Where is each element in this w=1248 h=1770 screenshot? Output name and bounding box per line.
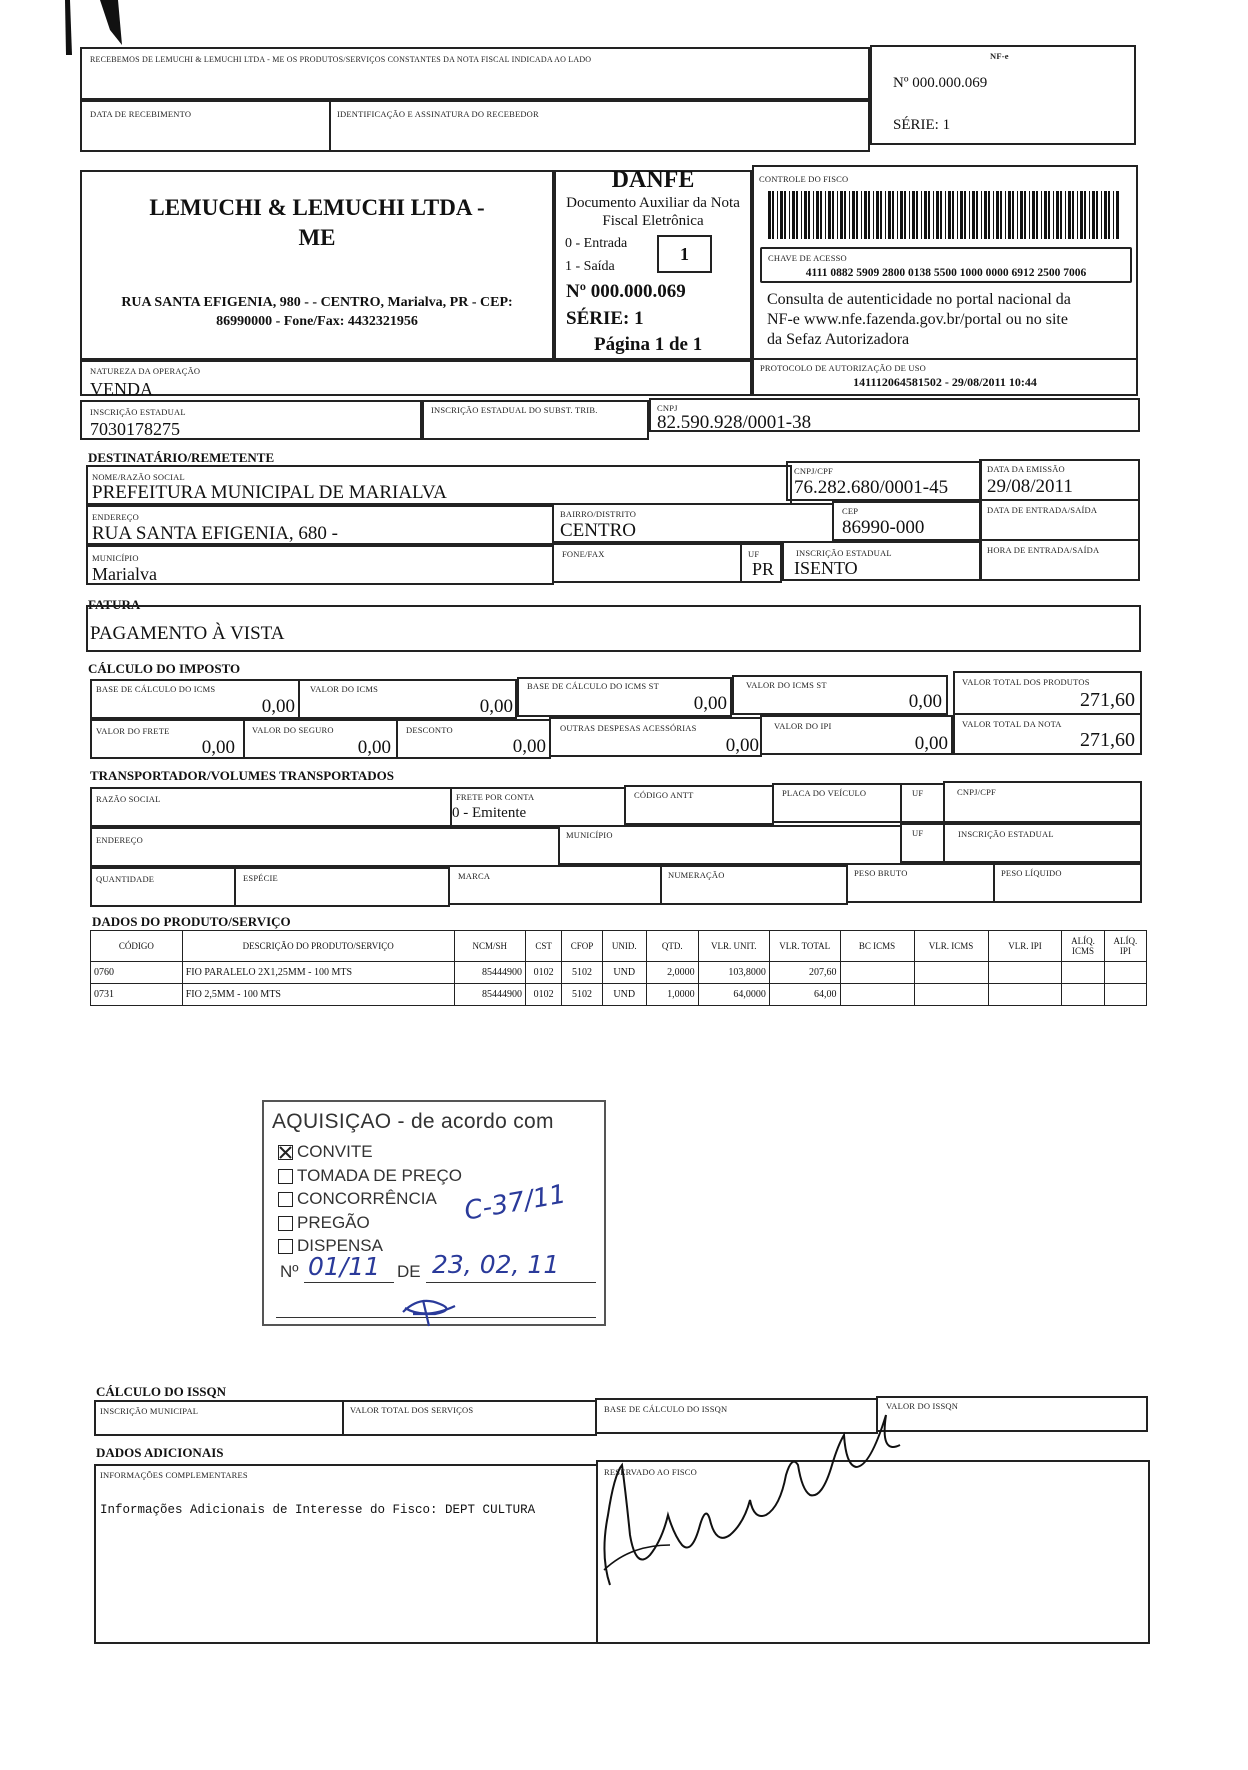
barcode-bar xyxy=(1017,191,1018,239)
barcode-bar xyxy=(964,191,966,239)
ie-value: 7030178275 xyxy=(90,419,180,439)
barcode-bar xyxy=(1036,191,1038,239)
barcode-bar xyxy=(861,191,862,239)
barcode-bar xyxy=(1096,191,1098,239)
barcode-bar xyxy=(876,191,879,239)
dest-endereco-label: ENDEREÇO xyxy=(92,512,139,522)
transp-numeracao-label: NUMERAÇÃO xyxy=(668,870,725,880)
transp-bruto-label: PESO BRUTO xyxy=(854,868,908,878)
table-row xyxy=(91,962,1147,984)
barcode-bar xyxy=(952,191,954,239)
table-cell: 85444900 xyxy=(454,984,525,1006)
checkbox-icon xyxy=(278,1216,293,1231)
barcode-bar xyxy=(789,191,790,239)
barcode-bar xyxy=(796,191,798,239)
natureza-value: VENDA xyxy=(90,379,153,399)
checkbox-icon xyxy=(278,1192,293,1207)
stamp-option xyxy=(278,1211,462,1235)
barcode-bar xyxy=(777,191,778,239)
transp-frete: 0 - Emitente xyxy=(452,805,527,821)
canhoto-nfe-label: NF-e xyxy=(990,51,1009,61)
checkbox-icon xyxy=(278,1239,293,1254)
barcode-bar xyxy=(852,191,855,239)
signature xyxy=(570,1395,910,1595)
natureza-label: NATUREZA DA OPERAÇÃO xyxy=(90,366,201,376)
transp-liquido-label: PESO LÍQUIDO xyxy=(1001,868,1062,878)
transp-razao-label: RAZÃO SOCIAL xyxy=(96,794,161,804)
barcode-bar xyxy=(976,191,978,239)
emitente-name-1: LEMUCHI & LEMUCHI LTDA - xyxy=(149,195,485,220)
barcode-bar xyxy=(1104,191,1107,239)
products-header-cell: VLR. ICMS xyxy=(914,931,988,962)
barcode-bar xyxy=(1041,191,1042,239)
danfe-saida: 1 - Saída xyxy=(565,259,615,274)
frete-value: 0,00 xyxy=(201,737,235,758)
barcode-bar xyxy=(804,191,807,239)
dest-endereco: RUA SANTA EFIGENIA, 680 - xyxy=(92,523,339,544)
table-cell: 0760 xyxy=(91,962,183,984)
dest-nome: PREFEITURA MUNICIPAL DE MARIALVA xyxy=(92,482,447,503)
table-cell: 0102 xyxy=(525,984,561,1006)
barcode-bar xyxy=(856,191,858,239)
barcode-bar xyxy=(780,191,783,239)
transp-antt-label: CÓDIGO ANTT xyxy=(634,790,694,800)
outras-label: OUTRAS DESPESAS ACESSÓRIAS xyxy=(560,723,697,733)
stamp-date: 23, 02, 11 xyxy=(432,1250,560,1279)
icms-label: VALOR DO ICMS xyxy=(310,684,379,694)
transp-placa-label: PLACA DO VEÍCULO xyxy=(782,788,867,798)
dest-ie: ISENTO xyxy=(794,558,858,578)
barcode-bar xyxy=(1060,191,1062,239)
stamp-numero: 01/11 xyxy=(308,1252,381,1281)
stamp-initials xyxy=(395,1290,465,1330)
canhoto-date-box xyxy=(80,100,331,152)
barcode-bar xyxy=(1020,191,1023,239)
barcode-bar xyxy=(801,191,802,239)
stamp-option-label: PREGÃO xyxy=(297,1212,370,1232)
barcode-bar xyxy=(940,191,942,239)
transp-municipio-label: MUNICÍPIO xyxy=(566,830,613,840)
seguro-value: 0,00 xyxy=(357,737,391,758)
products-header-cell: QTD. xyxy=(646,931,698,962)
barcode-bar xyxy=(820,191,822,239)
barcode-bar xyxy=(921,191,922,239)
barcode-bar xyxy=(1053,191,1054,239)
barcode-bar xyxy=(1077,191,1078,239)
outras-value: 0,00 xyxy=(725,735,759,756)
cnpj-label: CNPJ xyxy=(657,403,678,413)
table-cell: 85444900 xyxy=(454,962,525,984)
stamp-handwritten-ref: C-37/11 xyxy=(462,1179,569,1227)
table-cell xyxy=(840,984,914,1006)
barcode-bar xyxy=(1072,191,1074,239)
table-cell: FIO 2,5MM - 100 MTS xyxy=(182,984,454,1006)
canhoto-ident-label: IDENTIFICAÇÃO E ASSINATURA DO RECEBEDOR xyxy=(337,109,539,119)
ipi-label: VALOR DO IPI xyxy=(774,721,832,731)
bc-st-label: BASE DE CÁLCULO DO ICMS ST xyxy=(527,681,660,691)
dest-cnpj: 76.282.680/0001-45 xyxy=(794,477,949,498)
ipi-value: 0,00 xyxy=(914,733,948,754)
dest-emissao: 29/08/2011 xyxy=(987,476,1073,497)
table-cell: 64,00 xyxy=(769,984,840,1006)
transp-marca-label: MARCA xyxy=(458,871,491,881)
bc-icms-value: 0,00 xyxy=(261,696,295,717)
table-cell: 1,0000 xyxy=(646,984,698,1006)
barcode-bar xyxy=(900,191,903,239)
fatura-section: FATURA xyxy=(88,597,141,612)
dest-municipio-label: MUNICÍPIO xyxy=(92,553,139,563)
chave-acesso: 4111 0882 5909 2800 0138 5500 1000 0000 6912 2500 7006 xyxy=(805,267,1087,279)
barcode-bar xyxy=(909,191,910,239)
transp-razao-box xyxy=(90,787,452,827)
ie-label: INSCRIÇÃO ESTADUAL xyxy=(90,407,186,417)
transportador-section: TRANSPORTADOR/VOLUMES TRANSPORTADOS xyxy=(90,768,395,783)
dest-entrada-label: DATA DE ENTRADA/SAÍDA xyxy=(987,505,1098,515)
barcode-bar xyxy=(1084,191,1086,239)
dest-emissao-label: DATA DA EMISSÃO xyxy=(987,464,1065,474)
barcode-bar xyxy=(1008,191,1011,239)
stamp-option-label: CONVITE xyxy=(297,1142,373,1161)
barcode-bar xyxy=(784,191,786,239)
fisco-reservado-label: RESERVADO AO FISCO xyxy=(604,1467,697,1477)
barcode-bar xyxy=(904,191,906,239)
issqn-bc-label: BASE DE CÁLCULO DO ISSQN xyxy=(604,1404,728,1414)
stamp-option-label: CONCORRÊNCIA xyxy=(297,1189,437,1208)
barcode-bar xyxy=(885,191,886,239)
table-cell: 5102 xyxy=(562,962,602,984)
barcode-bar xyxy=(840,191,843,239)
barcode-bar xyxy=(996,191,999,239)
barcode xyxy=(768,191,1120,239)
barcode-bar xyxy=(768,191,771,239)
barcode-bar xyxy=(825,191,826,239)
barcode-bar xyxy=(888,191,891,239)
barcode-bar xyxy=(1024,191,1026,239)
barcode-bar xyxy=(981,191,982,239)
table-cell: 64,0000 xyxy=(698,984,769,1006)
stamp-date-line xyxy=(426,1282,596,1283)
barcode-bar xyxy=(945,191,946,239)
barcode-bar xyxy=(808,191,810,239)
barcode-bar xyxy=(880,191,882,239)
table-cell xyxy=(1104,962,1146,984)
barcode-bar xyxy=(1000,191,1002,239)
barcode-bar xyxy=(936,191,939,239)
total-nota-label: VALOR TOTAL DA NOTA xyxy=(962,719,1062,729)
transp-ie-label: INSCRIÇÃO ESTADUAL xyxy=(958,829,1054,839)
total-nota-value: 271,60 xyxy=(1080,729,1135,751)
dest-uf: PR xyxy=(752,559,775,579)
imposto-section: CÁLCULO DO IMPOSTO xyxy=(88,661,241,676)
icms-value: 0,00 xyxy=(479,696,513,717)
danfe-subtitle-2: Fiscal Eletrônica xyxy=(602,213,704,229)
table-row xyxy=(91,984,1147,1006)
issqn-im-label: INSCRIÇÃO MUNICIPAL xyxy=(100,1406,199,1416)
stamp-numero-label: Nº xyxy=(280,1262,299,1281)
products-header-cell: ALÍQ. ICMS xyxy=(1062,931,1104,962)
frete-label: VALOR DO FRETE xyxy=(96,726,170,736)
canhoto-header: RECEBEMOS DE LEMUCHI & LEMUCHI LTDA - ME OS PRODUTOS/SERVIÇOS CONSTANTES DA NOTA FISCAL INDICADA AO LADO xyxy=(90,55,592,64)
protocolo-label: PROTOCOLO DE AUTORIZAÇÃO DE USO xyxy=(760,363,926,373)
table-cell xyxy=(914,962,988,984)
barcode-bar xyxy=(844,191,846,239)
barcode-bar xyxy=(960,191,963,239)
checkbox-icon xyxy=(278,1169,293,1184)
products-header-cell: CST xyxy=(525,931,561,962)
stamp-option xyxy=(278,1187,462,1211)
dest-uf-label: UF xyxy=(748,549,760,559)
barcode-bar xyxy=(849,191,850,239)
barcode-bar xyxy=(916,191,918,239)
barcode-bar xyxy=(912,191,915,239)
destinatario-section: DESTINATÁRIO/REMETENTE xyxy=(88,450,275,465)
barcode-bar xyxy=(1068,191,1071,239)
barcode-bar xyxy=(988,191,990,239)
barcode-bar xyxy=(1005,191,1006,239)
barcode-bar xyxy=(772,191,774,239)
desconto-label: DESCONTO xyxy=(406,725,453,735)
products-header-cell: VLR. IPI xyxy=(988,931,1062,962)
table-cell xyxy=(914,984,988,1006)
stamp-option-label: TOMADA DE PREÇO xyxy=(297,1165,462,1185)
transp-uf-label: UF xyxy=(912,788,924,798)
chave-label: CHAVE DE ACESSO xyxy=(768,253,847,263)
barcode-bar xyxy=(897,191,898,239)
products-header-cell: BC ICMS xyxy=(840,931,914,962)
products-header-cell: CÓDIGO xyxy=(91,931,183,962)
stamp-option xyxy=(278,1164,462,1188)
issqn-servicos-label: VALOR TOTAL DOS SERVIÇOS xyxy=(350,1405,474,1415)
consulta-line-1: Consulta de autenticidade no portal nacional da xyxy=(767,291,1071,308)
info-text: Informações Adicionais de Interesse do Fisco: DEPT CULTURA xyxy=(100,1503,536,1517)
barcode-bar xyxy=(832,191,834,239)
barcode-bar xyxy=(1048,191,1050,239)
checked-checkbox-icon xyxy=(278,1145,293,1160)
total-prod-label: VALOR TOTAL DOS PRODUTOS xyxy=(962,677,1090,687)
barcode-bar xyxy=(816,191,819,239)
dest-hora-label: HORA DE ENTRADA/SAÍDA xyxy=(987,545,1100,555)
barcode-bar xyxy=(868,191,870,239)
barcode-bar xyxy=(924,191,927,239)
total-prod-value: 271,60 xyxy=(1080,689,1135,711)
danfe-tipo: 1 xyxy=(680,244,689,264)
consulta-line-2: NF-e www.nfe.fazenda.gov.br/portal ou no site xyxy=(767,311,1068,328)
info-label: INFORMAÇÕES COMPLEMENTARES xyxy=(100,1470,248,1480)
stamp-de-label: DE xyxy=(397,1262,421,1281)
products-header-cell: VLR. UNIT. xyxy=(698,931,769,962)
table-cell: UND xyxy=(602,984,646,1006)
barcode-bar xyxy=(933,191,934,239)
icms-st-label: VALOR DO ICMS ST xyxy=(746,680,827,690)
table-cell xyxy=(988,962,1062,984)
dest-cep: 86990-000 xyxy=(842,517,925,538)
danfe-serie: SÉRIE: 1 xyxy=(566,308,644,329)
products-table xyxy=(90,930,1147,1006)
issqn-section: CÁLCULO DO ISSQN xyxy=(96,1384,227,1399)
table-cell xyxy=(988,984,1062,1006)
issqn-valor-label: VALOR DO ISSQN xyxy=(886,1401,959,1411)
barcode-bar xyxy=(1056,191,1059,239)
stamp-numero-line xyxy=(304,1282,394,1283)
bc-icms-label: BASE DE CÁLCULO DO ICMS xyxy=(96,684,216,694)
desconto-value: 0,00 xyxy=(512,736,546,757)
products-header-cell: UNID. xyxy=(602,931,646,962)
dest-cep-label: CEP xyxy=(842,506,859,516)
barcode-bar xyxy=(1089,191,1090,239)
barcode-bar xyxy=(813,191,814,239)
dest-cnpj-label: CNPJ/CPF xyxy=(794,466,833,476)
barcode-bar xyxy=(837,191,838,239)
protocolo-value: 141112064581502 - 29/08/2011 10:44 xyxy=(853,375,1037,389)
table-cell: 0102 xyxy=(525,962,561,984)
dest-ie-label: INSCRIÇÃO ESTADUAL xyxy=(796,548,892,558)
products-header-cell: NCM/SH xyxy=(454,931,525,962)
transp-endereco-box xyxy=(90,827,560,867)
products-header-cell: CFOP xyxy=(562,931,602,962)
transp-frete-label: FRETE POR CONTA xyxy=(456,792,535,802)
danfe-numero: Nº 000.000.069 xyxy=(566,281,686,302)
barcode-bar xyxy=(864,191,867,239)
emitente-name-2: ME xyxy=(298,225,336,250)
transp-qtd-box xyxy=(90,867,236,907)
table-cell xyxy=(1062,962,1104,984)
table-cell xyxy=(840,962,914,984)
table-cell: 207,60 xyxy=(769,962,840,984)
products-header-cell: VLR. TOTAL xyxy=(769,931,840,962)
dest-bairro-label: BAIRRO/DISTRITO xyxy=(560,509,637,519)
table-cell: 0731 xyxy=(91,984,183,1006)
transp-cnpj-label: CNPJ/CPF xyxy=(957,787,996,797)
canhoto-ident-box xyxy=(329,100,870,152)
table-cell xyxy=(1062,984,1104,1006)
stamp-options xyxy=(278,1140,462,1258)
cnpj-value: 82.590.928/0001-38 xyxy=(657,412,812,433)
products-header-row xyxy=(91,931,1147,962)
barcode-bar xyxy=(1080,191,1083,239)
produtos-section: DADOS DO PRODUTO/SERVIÇO xyxy=(92,914,291,929)
stamp-title: AQUISIÇAO - de acordo com xyxy=(272,1110,554,1133)
table-cell: 5102 xyxy=(562,984,602,1006)
barcode-bar xyxy=(1012,191,1014,239)
danfe-entrada: 0 - Entrada xyxy=(565,236,628,251)
bc-st-value: 0,00 xyxy=(693,693,727,714)
canhoto-serie: SÉRIE: 1 xyxy=(893,117,951,133)
emitente-address-1: RUA SANTA EFIGENIA, 980 - - CENTRO, Marialva, PR - CEP: xyxy=(121,295,513,310)
barcode-bar xyxy=(1044,191,1047,239)
seguro-label: VALOR DO SEGURO xyxy=(252,725,334,735)
table-cell: FIO PARALELO 2X1,25MM - 100 MTS xyxy=(182,962,454,984)
danfe-title: DANFE xyxy=(611,167,695,193)
dest-bairro: CENTRO xyxy=(560,520,636,541)
dest-fone-label: FONE/FAX xyxy=(562,549,605,559)
barcode-bar xyxy=(993,191,994,239)
barcode-bar xyxy=(1092,191,1095,239)
adicionais-section: DADOS ADICIONAIS xyxy=(96,1445,224,1460)
transp-endereco-label: ENDEREÇO xyxy=(96,835,143,845)
table-cell: 103,8000 xyxy=(698,962,769,984)
canhoto-numero: Nº 000.000.069 xyxy=(893,75,988,91)
canhoto-date-label: DATA DE RECEBIMENTO xyxy=(90,109,192,119)
barcode-bar xyxy=(828,191,831,239)
ie-st-label: INSCRIÇÃO ESTADUAL DO SUBST. TRIB. xyxy=(431,405,598,415)
stamp-option-label: DISPENSA xyxy=(297,1236,383,1255)
barcode-bar xyxy=(1029,191,1030,239)
table-cell: 2,0000 xyxy=(646,962,698,984)
products-header-cell: DESCRIÇÃO DO PRODUTO/SERVIÇO xyxy=(182,931,454,962)
info-box xyxy=(94,1464,598,1644)
dest-municipio: Marialva xyxy=(92,564,157,584)
barcode-bar xyxy=(984,191,987,239)
icms-st-value: 0,00 xyxy=(908,691,942,712)
barcode-bar xyxy=(972,191,975,239)
barcode-bar xyxy=(948,191,951,239)
barcode-bar xyxy=(928,191,930,239)
stamp-option xyxy=(278,1140,462,1164)
table-cell xyxy=(1104,984,1146,1006)
transp-uf2-label: UF xyxy=(912,828,924,838)
consulta-line-3: da Sefaz Autorizadora xyxy=(767,331,910,348)
controle-fisco-label: CONTROLE DO FISCO xyxy=(759,174,849,184)
barcode-bar xyxy=(1108,191,1110,239)
barcode-bar xyxy=(969,191,970,239)
barcode-bar xyxy=(1101,191,1102,239)
barcode-bar xyxy=(892,191,894,239)
transp-qtd-label: QUANTIDADE xyxy=(96,874,155,884)
barcode-bar xyxy=(1113,191,1114,239)
products-body xyxy=(91,962,1147,1006)
transp-especie-label: ESPÉCIE xyxy=(243,873,278,883)
danfe-subtitle-1: Documento Auxiliar da Nota xyxy=(566,195,740,211)
danfe-pagina: Página 1 de 1 xyxy=(594,334,703,355)
dest-nome-label: NOME/RAZÃO SOCIAL xyxy=(92,472,185,482)
barcode-bar xyxy=(792,191,795,239)
barcode-bar xyxy=(1116,191,1119,239)
barcode-bar xyxy=(1032,191,1035,239)
barcode-bar xyxy=(1065,191,1066,239)
emitente-address-2: 86990000 - Fone/Fax: 4432321956 xyxy=(216,314,418,329)
fatura-value: PAGAMENTO À VISTA xyxy=(90,623,285,644)
barcode-bar xyxy=(873,191,874,239)
table-cell: UND xyxy=(602,962,646,984)
barcode-bar xyxy=(957,191,958,239)
products-header-cell: ALÍQ. IPI xyxy=(1104,931,1146,962)
